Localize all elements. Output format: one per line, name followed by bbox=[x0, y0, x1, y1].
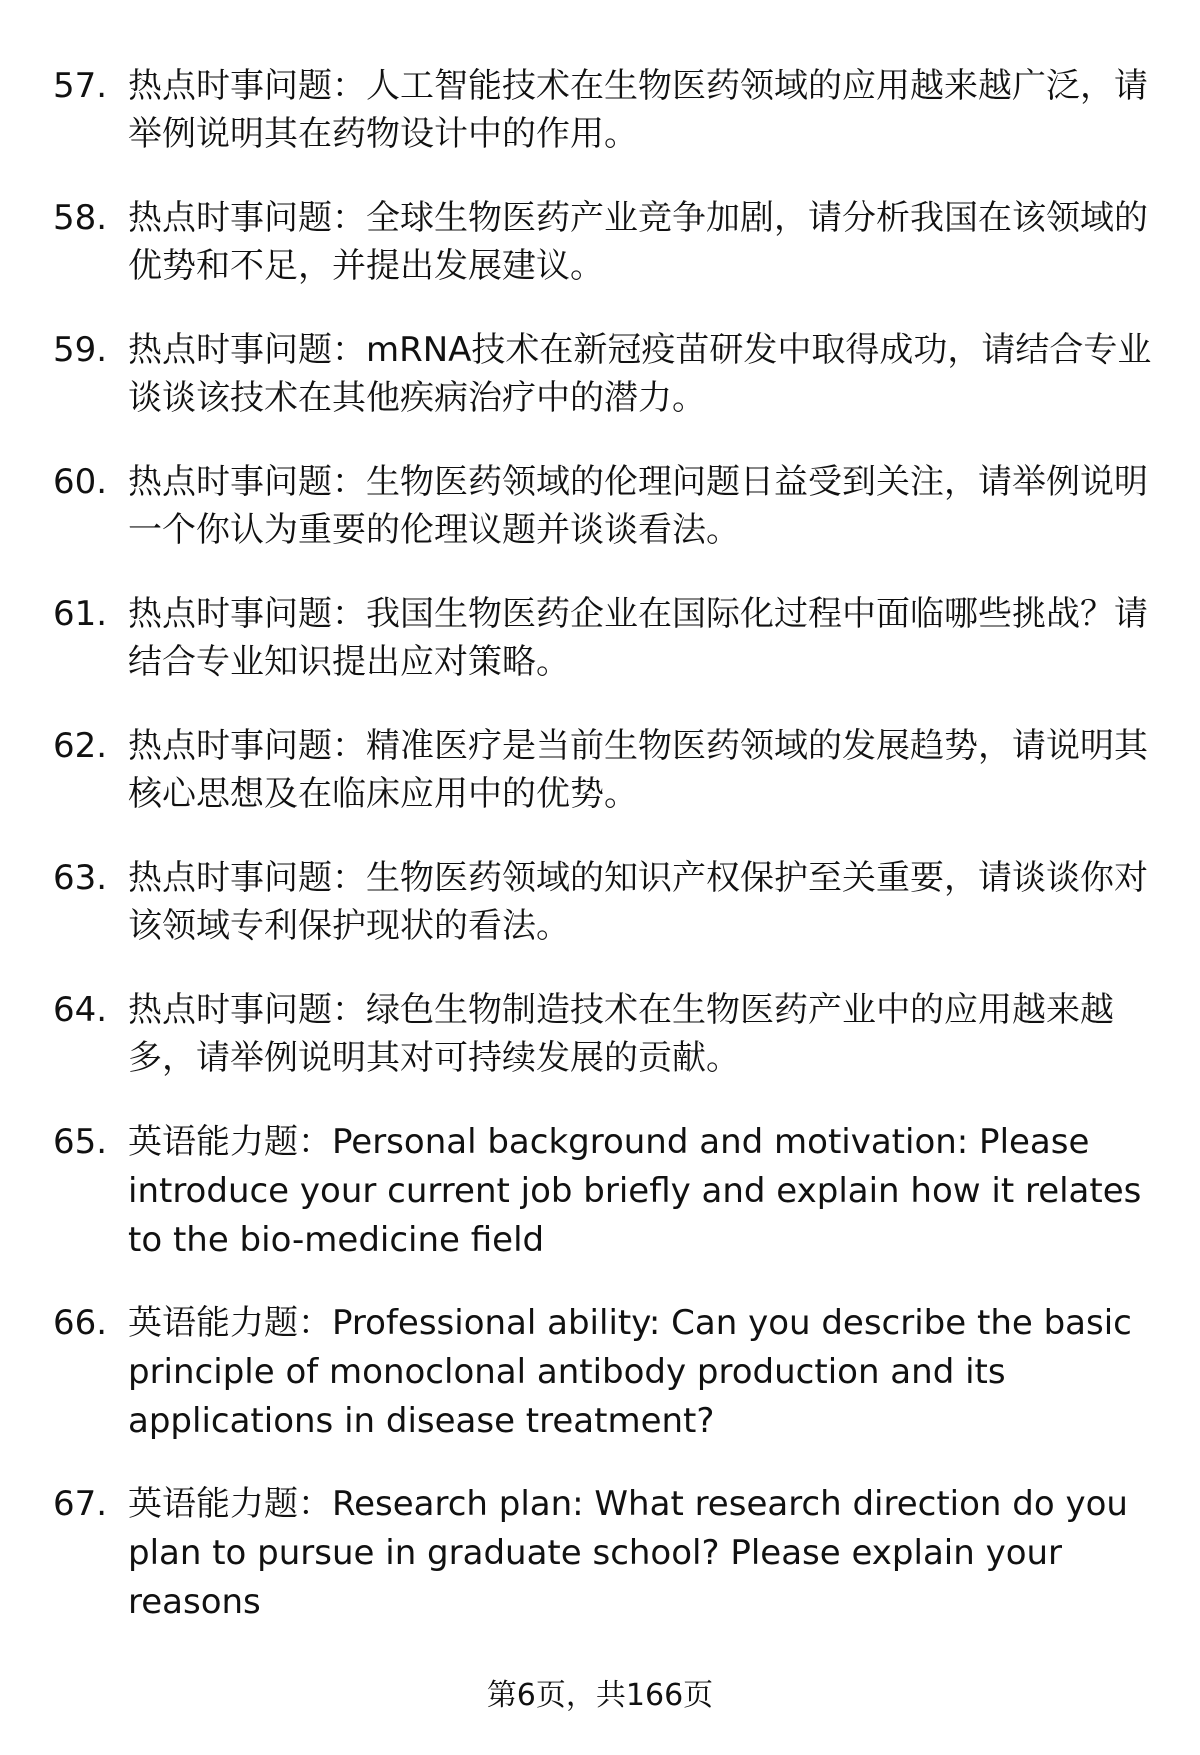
question-text: 热点时事问题：全球生物医药产业竞争加剧，请分析我国在该领域的优势和不足，并提出发展建议。 bbox=[128, 198, 1148, 286]
question-number: 62. bbox=[53, 726, 108, 766]
question-number: 60. bbox=[53, 462, 108, 502]
question-number: 58. bbox=[53, 198, 108, 238]
question-text: 热点时事问题：绿色生物制造技术在生物医药产业中的应用越来越多，请举例说明其对可持续发展的贡献。 bbox=[128, 990, 1114, 1078]
question-number: 61. bbox=[53, 594, 108, 634]
question-text: 英语能力题：Personal background and motivation: Please introduce your current job briefly and explain how it relates to the bio-medicine field bbox=[128, 1122, 1142, 1260]
question-text: 热点时事问题：我国生物医药企业在国际化过程中面临哪些挑战？请结合专业知识提出应对策略。 bbox=[128, 594, 1148, 682]
question-text: 热点时事问题：精准医疗是当前生物医药领域的发展趋势，请说明其核心思想及在临床应用中的优势。 bbox=[128, 726, 1148, 814]
question-item-58 bbox=[53, 194, 1153, 290]
question-number: 67. bbox=[53, 1484, 108, 1524]
question-item-62 bbox=[53, 722, 1153, 818]
question-number: 63. bbox=[53, 858, 108, 898]
question-item-64 bbox=[53, 986, 1153, 1082]
question-list bbox=[53, 62, 1153, 1661]
question-number: 64. bbox=[53, 990, 108, 1030]
question-number: 65. bbox=[53, 1122, 108, 1162]
question-item-61 bbox=[53, 590, 1153, 686]
question-text: 英语能力题：Research plan: What research direction do you plan to pursue in graduate school? Please explain your reasons bbox=[128, 1484, 1128, 1622]
question-item-67 bbox=[53, 1480, 1153, 1627]
question-text: 英语能力题：Professional ability: Can you describe the basic principle of monoclonal antibody production and its applications in disease treatment? bbox=[128, 1303, 1132, 1441]
question-text: 热点时事问题：生物医药领域的知识产权保护至关重要，请谈谈你对该领域专利保护现状的看法。 bbox=[128, 858, 1148, 946]
question-item-60 bbox=[53, 458, 1153, 554]
question-text: 热点时事问题：人工智能技术在生物医药领域的应用越来越广泛，请举例说明其在药物设计中的作用。 bbox=[128, 66, 1148, 154]
question-number: 57. bbox=[53, 66, 108, 106]
question-item-66 bbox=[53, 1299, 1153, 1446]
question-item-65 bbox=[53, 1118, 1153, 1265]
question-number: 59. bbox=[53, 330, 108, 370]
question-item-63 bbox=[53, 854, 1153, 950]
page-footer: 第6页，共166页 bbox=[486, 1678, 714, 1713]
question-number: 66. bbox=[53, 1303, 108, 1343]
question-item-57 bbox=[53, 62, 1153, 158]
question-text: 热点时事问题：生物医药领域的伦理问题日益受到关注，请举例说明一个你认为重要的伦理议题并谈谈看法。 bbox=[128, 462, 1148, 550]
question-item-59 bbox=[53, 326, 1153, 422]
question-text: 热点时事问题：mRNA技术在新冠疫苗研发中取得成功，请结合专业谈谈该技术在其他疾病治疗中的潜力。 bbox=[128, 330, 1152, 418]
